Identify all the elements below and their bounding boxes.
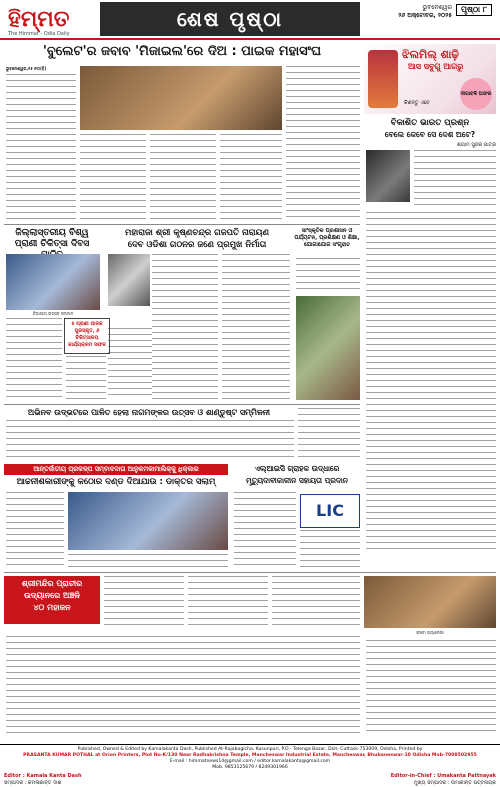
masthead-rule xyxy=(0,38,500,40)
gajapati-headline: ମହାରାଜା ଶ୍ରୀ କୃଷ୍ଣଚନ୍ଦ୍ର ଗଜପତି ନାରାୟଣ xyxy=(124,228,269,238)
logo-subtitle: The Himmat - Odia Daily xyxy=(8,31,70,37)
gajapati-headline-2: ଦେବ ଓଡିଶା ଗଠନର ଜଣେ ପ୍ରମୁଖ ନିର୍ମାତା xyxy=(127,240,267,250)
top-story-column-3 xyxy=(150,134,216,220)
vet-story-photo-caption: ବିଭାଗୀୟ ଉତ୍ସବ ସମ୍ମାନ xyxy=(32,311,74,316)
side-story-column xyxy=(296,258,360,292)
lic-column-1 xyxy=(234,492,296,568)
lic-logo: LIC xyxy=(316,501,344,520)
tiger-photo xyxy=(364,576,496,628)
wide-story-divider xyxy=(4,404,360,405)
lic-column-2 xyxy=(300,530,360,568)
footer-editor: Editor : Kamala Kanta Dash xyxy=(4,773,82,779)
vet-story-column-2 xyxy=(66,356,106,400)
cooperative-kicker: ଆନ୍ତର୍ଜାତୀୟ ପ୍ରକଳ୍ପ ସମ୍ବାଦଦାତା ଆନୁକମକାମାଲିକ୍କୁ ଧିକ୍କାର xyxy=(4,464,228,475)
top-story-column-2 xyxy=(80,134,146,220)
vet-story-photo xyxy=(6,254,100,310)
ad-model-image xyxy=(368,50,398,108)
gajapati-column-1 xyxy=(152,254,218,400)
date-text: ୨୬ ଅକ୍ଟୋବର, ୨୦୨୫ xyxy=(398,12,452,19)
footer-editor-odia: ସମ୍ପାଦକ : କମଳାକାନ୍ତ ଦାଶ xyxy=(4,780,62,786)
right-story-column-top xyxy=(414,150,496,210)
shrimandir-headline-box xyxy=(4,576,100,624)
vet-story-column-3 xyxy=(108,328,152,400)
bottom-column-1 xyxy=(104,576,184,628)
footer-line-1: Published, Owned & Edited by Kamalakanta Dash, Published At-Rajabagicha, Kusunpuri, P.O.- Telenga Bazar, Dist- Cuttack-753009, Odisha, Printed by xyxy=(77,747,423,752)
right-story-headline: ବିକାଶିତ ଭାରତ ପ୍ରଶ୍ନ xyxy=(390,118,470,128)
top-story-headline: 'ବୁଲେଟ'ର ଜବାବ 'ମିଜାଇଲ'ରେ ଦିଅ : ପାଇକ ମହାସଂଘ xyxy=(42,44,322,59)
top-story-photo xyxy=(80,66,282,130)
bottom-column-3 xyxy=(272,576,360,628)
lic-headline-2: ମୃତ୍ୟୁଦାବୀକାଳୀନ ସହାୟତା ପ୍ରଦାନ xyxy=(246,476,348,485)
lic-headline: ଏଲ୍ଆଇସି ଗ୍ରାହକ ଉଦ୍ଧାରେ xyxy=(254,464,340,473)
date-city: ଭୁବନେଶ୍ୱର xyxy=(422,4,452,11)
saree-advertisement[interactable] xyxy=(364,44,496,114)
cooperative-column-2 xyxy=(68,554,228,568)
section-title: ଶେଷ ପୃଷ୍ଠା xyxy=(176,7,284,31)
footer-mobile: Mob. 9853125679 / 8249301966 xyxy=(212,765,288,770)
ad-offer-badge: ଦୀପାବଳି ଅଫର xyxy=(460,78,492,110)
ad-title: ଝିଲମିଲ୍ ଶାଢ଼ି xyxy=(402,48,459,61)
section-divider xyxy=(4,224,360,225)
vet-story-highlight-box: ୫ ପ୍ରାଣୀ ପାଳକ ପୁରସ୍କୃତ, ୬ ଚିକିତ୍ସାଳୟ କାର୍ଯ୍ୟକ୍ରମ ସଫଳ xyxy=(64,318,110,354)
top-story-column-1 xyxy=(6,74,76,220)
vet-story-column-1 xyxy=(6,318,62,400)
cooperative-photo xyxy=(68,492,228,550)
date-block xyxy=(380,4,492,34)
bottom-divider xyxy=(4,572,496,573)
bottom-right-body xyxy=(366,640,496,736)
page-number: ପୃଷ୍ଠା ୮ xyxy=(456,4,492,16)
masthead xyxy=(0,0,500,38)
ad-caption: କିଣନ୍ତୁ ଏବେ xyxy=(404,100,430,106)
bottom-column-2 xyxy=(188,576,268,628)
side-story-headline: ସାଂସ୍କୃତିକ ପ୍ରଶାସନ ଓ ପର୍ଯ୍ୟଟନ, ପ୍ରଶିକ୍ଷଣ ଓ ଶିକ୍ଷା, ଯୋଗାଯୋଗ ସଂଗୃହୀତ xyxy=(294,228,360,248)
right-story-byline: ଶ୍ୟାମ ସୁନ୍ଦର ପାତ୍ର xyxy=(457,142,496,148)
cooperative-column-1 xyxy=(6,492,64,568)
footer-editor-in-chief: Editor-in-Chief : Umakanta Pattnayak xyxy=(390,773,496,779)
footer-line-2: PRASANTA KUMAR POTHAL at Orion Printers, Plot No-K/130 Near Radhakrishna Temple, Mancheswar Industrial Estate, Mancheswar, Bhubaneswar-10 Odisha Mob-7008502955 xyxy=(23,753,477,758)
shrimandir-headline: ଶ୍ରୀମନ୍ଦିର ପ୍ରାଚୀର xyxy=(21,579,83,588)
footer xyxy=(0,744,500,787)
wide-story-side-column xyxy=(298,408,360,460)
shrimandir-headline-3: ୪୦ ମହାଜନ xyxy=(33,603,71,612)
gajapati-portrait xyxy=(108,254,150,306)
top-story-dateline: ଭୁବନେଶ୍ୱର,୨୫।୧୦(ହି) xyxy=(6,66,47,71)
bottom-story-body xyxy=(6,636,360,736)
tiger-photo-caption: ଫଟୋ ଗ୍ୟାଲେରୀ xyxy=(416,630,444,635)
top-story-column-5 xyxy=(286,66,360,220)
right-story-column-body xyxy=(366,212,496,554)
lic-logo-box xyxy=(300,494,360,528)
side-story-photo xyxy=(296,296,360,400)
vet-story-headline: ଜିଲ୍ଲାସ୍ତରୀୟ ବିଶ୍ୱ ପ୍ରାଣୀ ଚିକିତ୍ସା ଦିବସ xyxy=(14,228,90,249)
right-story-photo xyxy=(366,150,410,202)
wide-story-body xyxy=(6,420,294,460)
gajapati-column-2 xyxy=(222,254,290,400)
top-story-column-4 xyxy=(220,134,282,220)
footer-email[interactable]: E-mail : himmatnews14@gmail.com / editor.kamalakanta@gmail.com xyxy=(169,759,331,764)
ad-subtitle: ଆସ ସବୁଗୁ ଆଗରୁ xyxy=(408,62,464,71)
section-banner xyxy=(100,2,360,36)
right-story-subhead: ବେଲେ କେବେ ସେ ଦେଶ ଅଟେ? xyxy=(384,130,476,139)
cooperative-headline: ଆଚ୍ଚନୀଶକାରୀଙ୍କୁ କଠୋର ଦଣ୍ଡ ଦିଆଯାଉ : ଡାକ୍ତର ସଲାମ୍ xyxy=(16,477,216,487)
shrimandir-headline-2: ଉଦ୍ୟାନରେ ଅଞ୍ଚଳି xyxy=(24,591,80,600)
newspaper-logo: ହିମ୍ମତ xyxy=(8,6,70,32)
wide-story-headline: ଅଭିନବ ଉଦ୍ଭଟରେ ପାଳିତ ହେଲା ନାଗମଙ୍କର ଉତ୍ସବ ଓ ଶାଣ୍ଡୁଷ୍ଟ ସମ୍ମିଳନୀ xyxy=(27,408,271,417)
footer-editor-in-chief-odia: ମୁଖ୍ୟ ସମ୍ପାଦକ : ଉମାକାନ୍ତ ପଟ୍ଟନାୟକ xyxy=(413,780,496,786)
